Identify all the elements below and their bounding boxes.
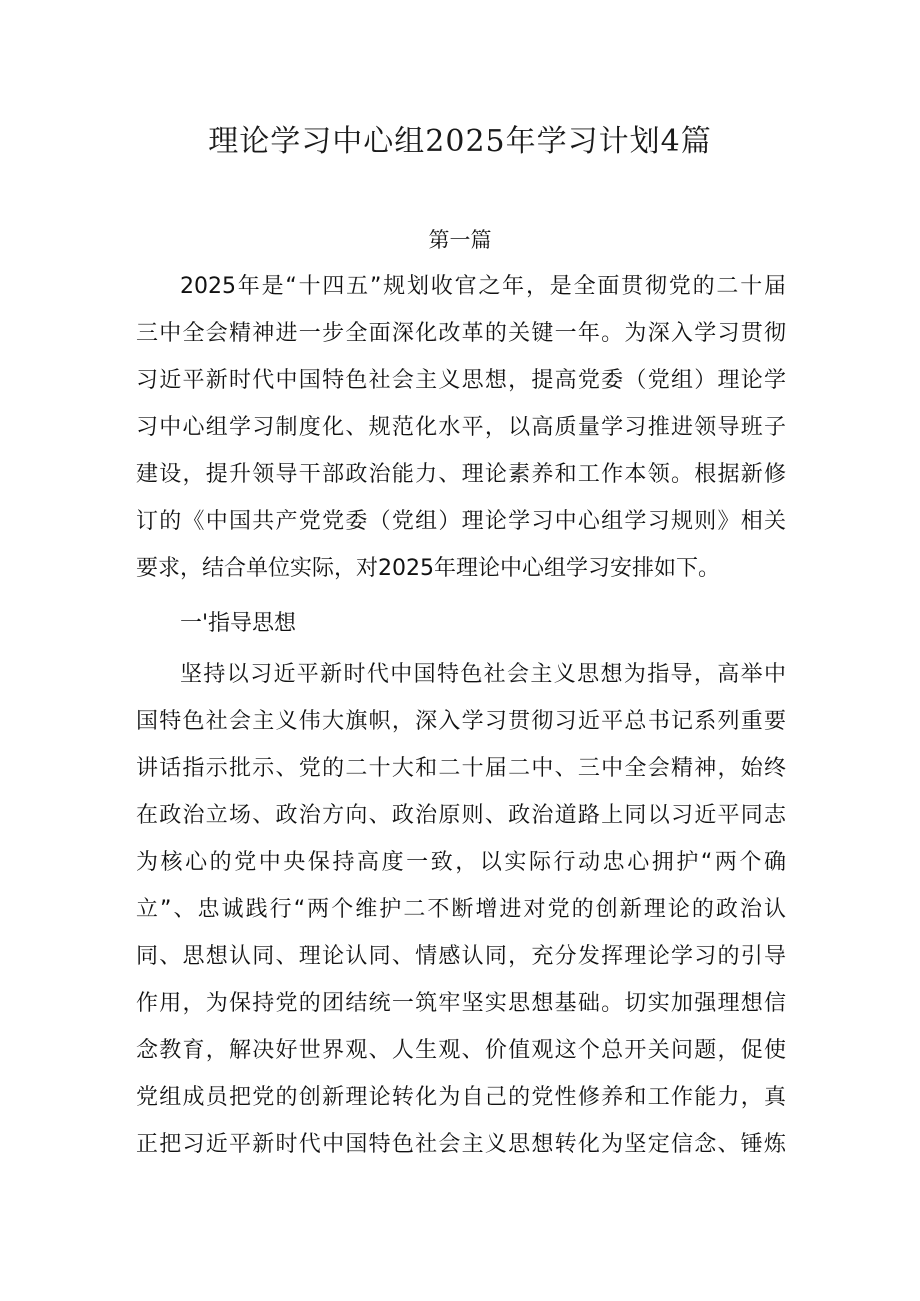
paragraph-line: 要求，结合单位实际，对2025年理论中心组学习安排如下。 xyxy=(136,556,720,581)
section-heading: 第一篇 xyxy=(428,228,492,252)
paragraph-line: 习中心组学习制度化、规范化水平，以高质量学习推进领导班子 xyxy=(136,415,786,440)
subheading-guiding-thought: 一'指导思想 xyxy=(180,611,297,636)
paragraph-line: 为核心的党中央保持高度一致，以实际行动忠心拥护“两个确 xyxy=(136,850,786,875)
paragraph-line: 订的《中国共产党党委（党组）理论学习中心组学习规则》相关 xyxy=(136,509,786,534)
paragraph-line: 在政治立场、政治方向、政治原则、政治道路上同以习近平同志 xyxy=(136,803,786,828)
paragraph-line: 作用，为保持党的团结统一筑牢坚实思想基础。切实加强理想信 xyxy=(136,991,786,1016)
paragraph-line: 正把习近平新时代中国特色社会主义思想转化为坚定信念、锤炼 xyxy=(136,1132,786,1157)
paragraph-line: 三中全会精神进一步全面深化改革的关键一年。为深入学习贯彻 xyxy=(136,321,786,346)
paragraph-line: 2025年是“十四五”规划收官之年，是全面贯彻党的二十届 xyxy=(180,274,786,299)
paragraph-line: 念教育，解决好世界观、人生观、价值观这个总开关问题，促使 xyxy=(136,1038,786,1063)
paragraph-line: 坚持以习近平新时代中国特色社会主义思想为指导，高举中 xyxy=(180,662,786,687)
paragraph-line: 讲话指示批示、党的二十大和二十届二中、三中全会精神，始终 xyxy=(136,756,786,781)
paragraph-line: 习近平新时代中国特色社会主义思想，提高党委（党组）理论学 xyxy=(136,368,786,393)
paragraph-line: 同、思想认同、理论认同、情感认同，充分发挥理论学习的引导 xyxy=(136,944,786,969)
paragraph-line: 建设，提升领导干部政治能力、理论素养和工作本领。根据新修 xyxy=(136,462,786,487)
paragraph-line: 党组成员把党的创新理论转化为自己的党性修养和工作能力，真 xyxy=(136,1085,786,1110)
paragraph-line: 国特色社会主义伟大旗帜，深入学习贯彻习近平总书记系列重要 xyxy=(136,709,786,734)
paragraph-line: 立”、忠诚践行“两个维护二不断增进对党的创新理论的政治认 xyxy=(136,897,786,922)
document-title: 理论学习中心组2025年学习计划4篇 xyxy=(208,124,712,159)
